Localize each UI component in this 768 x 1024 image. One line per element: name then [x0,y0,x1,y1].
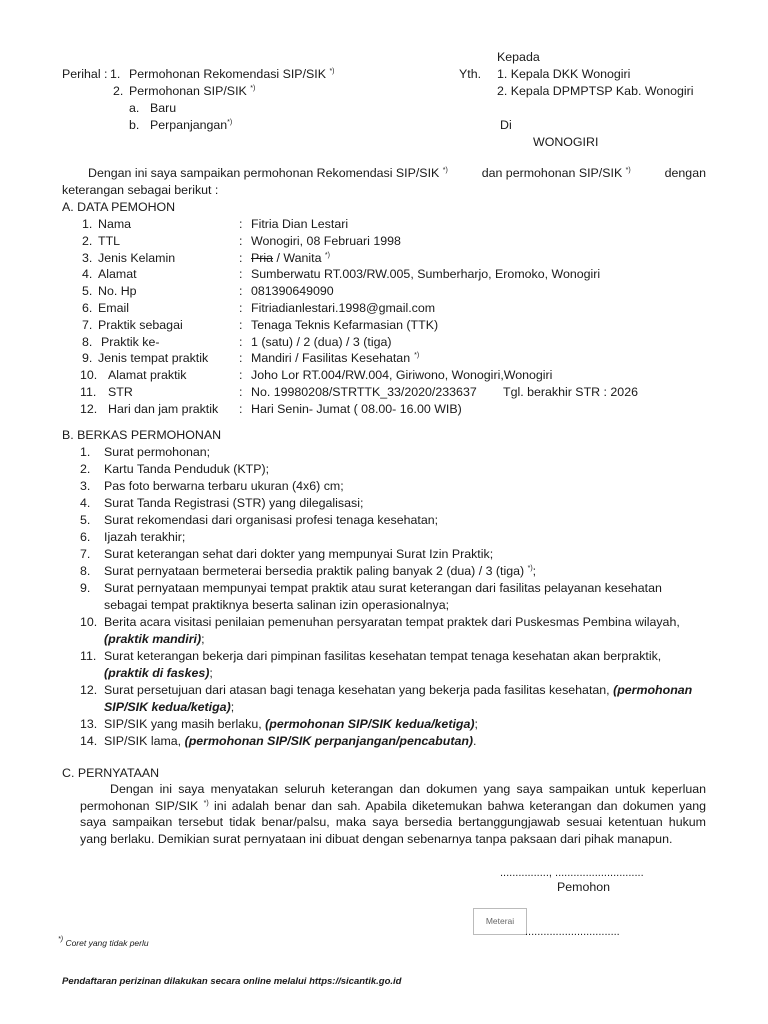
berkas-item-text: Surat keterangan bekerja dari pimpinan fasilitas kesehatan tempat tenaga kesehatan akan berpraktik, (praktik di faskes); [104,649,662,680]
perihal-sub-a-letter: a. [129,101,140,115]
berkas-item-num: 10. [80,615,98,629]
berkas-item-text: Surat pernyataan mempunyai tempat praktik atau surat keterangan dari fasilitas pelayanan kesehatan sebagai tempat praktiknya beserta salinan izin operasionalnya; [104,581,662,612]
yth-label: Yth. [459,67,482,81]
perihal-sub-a: Baru [150,101,177,115]
footer-note: Pendaftaran perizinan dilakukan secara online melalui https://sicantik.go.id [62,976,402,987]
berkas-item-num: 2. [80,462,91,476]
data-row-label: TTL [98,233,121,248]
data-row-value: Tenaga Teknis Kefarmasian (TTK) [251,317,439,332]
perihal-item-1-num: 1. [110,67,121,81]
data-row-label: Nama [98,217,132,231]
data-row-separator: : [239,267,243,282]
recipient-1: 1. Kepala DKK Wonogiri [497,67,631,81]
data-row-label: Praktik sebagai [98,317,183,332]
data-row-num: 11. [80,385,97,399]
data-row-separator: : [239,351,243,366]
berkas-item-text: Ijazah terakhir; [104,530,186,544]
berkas-item-num: 1. [80,445,91,459]
berkas-item-num: 11. [80,649,97,663]
data-row-label: Praktik ke- [101,334,160,349]
data-row-separator: : [239,385,243,399]
berkas-item-num: 3. [80,479,91,493]
data-row [0,234,768,251]
data-row-separator: : [239,334,243,349]
berkas-item-num: 8. [80,564,91,578]
data-row [0,284,768,301]
perihal-item-2-num: 2. [113,84,124,98]
data-row-label: STR [108,385,133,399]
data-row-num: 10. [80,368,98,383]
perihal-item-1: Permohonan Rekomendasi SIP/SIK *) [129,67,335,81]
data-row [0,402,768,419]
berkas-item-num: 4. [80,496,91,510]
intro-line-2: keterangan sebagai berikut : [62,183,219,197]
data-row-num: 7. [82,317,93,332]
berkas-item-text: Kartu Tanda Penduduk (KTP); [104,462,270,476]
data-row-value [251,251,330,266]
perihal-sub-b: Perpanjangan*) [150,118,233,132]
data-row-separator: : [239,317,243,332]
berkas-item-text: Surat keterangan sehat dari dokter yang mempunyai Surat Izin Praktik; [104,547,494,561]
data-row-label: Alamat [98,267,137,282]
data-row-label: Jenis Kelamin [98,250,176,265]
data-row-num: 1. [82,217,93,231]
recipient-2: 2. Kepala DPMPTSP Kab. Wonogiri [497,84,694,98]
kepada-label: Kepada [497,50,540,64]
data-row-separator: : [239,401,243,416]
data-row [0,217,768,234]
berkas-item-num: 12. [80,683,98,697]
berkas-item-num: 9. [80,581,91,595]
data-row-separator: : [239,284,243,299]
data-row-num: 2. [82,233,93,248]
data-row-separator: : [239,233,243,248]
data-row-label: Hari dan jam praktik [108,401,219,416]
berkas-item-text: Surat permohonan; [104,445,211,459]
data-row-value: Hari Senin- Jumat ( 08.00- 16.00 WIB) [251,401,462,416]
meterai-box: Meterai [473,908,527,935]
data-row-num: 3. [82,250,93,265]
berkas-item-text: Pas foto berwarna terbaru ukuran (4x6) cm; [104,479,344,493]
data-row-num: 4. [82,267,93,282]
data-row [0,385,768,402]
data-row [0,351,768,368]
data-row-label: Alamat praktik [108,368,187,383]
berkas-item-text: Surat pernyataan bermeterai bersedia praktik paling banyak 2 (dua) / 3 (tiga) *); [104,564,537,578]
pernyataan-paragraph: Dengan ini saya menyatakan seluruh keterangan dan dokumen yang saya sampaikan untuk keperluan permohonan SIP/SIK *) ini adalah benar dan sah. Apabila diketemukan bahwa keterangan dan dokumen yang saya sampaikan tersebut tidak benar/palsu, maka saya bersedia bertanggungjawab sesuai ketentuan hukum yang berlaku. Demikian surat pernyataan ini dibuat dengan sebenarnya tanpa paksaan dari pihak manapun. [80,782,706,846]
berkas-item-text: Surat rekomendasi dari organisasi profesi tenaga kesehatan; [104,513,439,527]
berkas-item-num: 5. [80,513,91,527]
data-row-value: Joho Lor RT.004/RW.004, Giriwono, Wonogiri,Wonogiri [251,368,553,383]
data-row [0,267,768,284]
note-mark: *) [414,352,420,360]
perihal-sub-b-letter: b. [129,118,140,132]
gender-rest: / Wanita [273,250,325,265]
data-row [0,368,768,385]
data-row [0,301,768,318]
data-row-num: 5. [82,284,93,299]
data-row-value: Sumberwatu RT.003/RW.005, Sumberharjo, Eromoko, Wonogiri [251,267,601,282]
di-label: Di [500,118,512,132]
data-row-separator: : [239,250,243,265]
data-row-label: Jenis tempat praktik [98,351,209,366]
data-row-value: Fitriadianlestari.1998@gmail.com [251,301,436,315]
data-row-num: 6. [82,301,93,315]
data-row-value: 081390649090 [251,284,334,299]
section-b-title: B. BERKAS PERMOHONAN [62,428,222,442]
data-row-value: No. 19980208/STRTTK_33/2020/233637 [251,385,477,399]
data-row-separator: : [239,301,243,315]
data-row-value [251,351,419,366]
data-row-value-text: Mandiri / Fasilitas Kesehatan [251,351,411,366]
footnote: *) Coret yang tidak perlu [58,936,149,948]
data-row-label: No. Hp [98,284,137,299]
data-row-num: 12. [80,401,98,416]
data-row-value: Fitria Dian Lestari [251,217,349,231]
section-c-title: C. PERNYATAAN [62,766,160,780]
intro-line-1: Dengan ini saya sampaikan permohonan Rekomendasi SIP/SIK *) dan permohonan SIP/SIK *) dengan [88,166,706,180]
data-row-value: 1 (satu) / 2 (dua) / 3 (tiga) [251,334,392,349]
data-row-num: 9. [82,351,93,366]
data-row-label: Email [98,301,129,315]
berkas-item-text: Surat persetujuan dari atasan bagi tenaga kesehatan yang bekerja pada fasilitas kesehatan, (permohonan SIP/SIK kedua/ketiga); [104,683,693,714]
berkas-item-num: 13. [80,717,98,731]
data-row-separator: : [239,368,243,383]
perihal-label: Perihal : [62,67,108,81]
berkas-item-num: 14. [80,734,98,748]
data-row-separator: : [239,217,243,231]
data-row-num: 8. [82,334,93,349]
city-label: WONOGIRI [533,135,599,149]
berkas-item-num: 6. [80,530,91,544]
note-mark: *) [324,251,330,259]
signature-name-line: ............................... [525,926,620,938]
perihal-item-2: Permohonan SIP/SIK *) [129,84,256,98]
gender-struck: Pria [251,250,274,265]
data-row-value: Wonogiri, 08 Februari 1998 [251,233,401,248]
data-row [0,318,768,335]
data-row [0,251,768,268]
berkas-item-text: SIP/SIK lama, (permohonan SIP/SIK perpanjangan/pencabutan). [104,734,477,748]
berkas-item-text: Berita acara visitasi penilaian pemenuhan persyaratan tempat praktek dari Puskesmas Pembina wilayah, (praktik mandiri); [104,615,680,646]
signature-date-line: ................, ............................. [500,867,644,879]
berkas-item-text: SIP/SIK yang masih berlaku, (permohonan SIP/SIK kedua/ketiga); [104,717,478,731]
data-row [0,335,768,352]
pemohon-label: Pemohon [557,880,611,894]
berkas-item-num: 7. [80,547,91,561]
str-expiry: Tgl. berakhir STR : 2026 [503,385,638,399]
berkas-item-text: Surat Tanda Registrasi (STR) yang dilegalisasi; [104,496,364,510]
section-a-title: A. DATA PEMOHON [62,200,176,214]
